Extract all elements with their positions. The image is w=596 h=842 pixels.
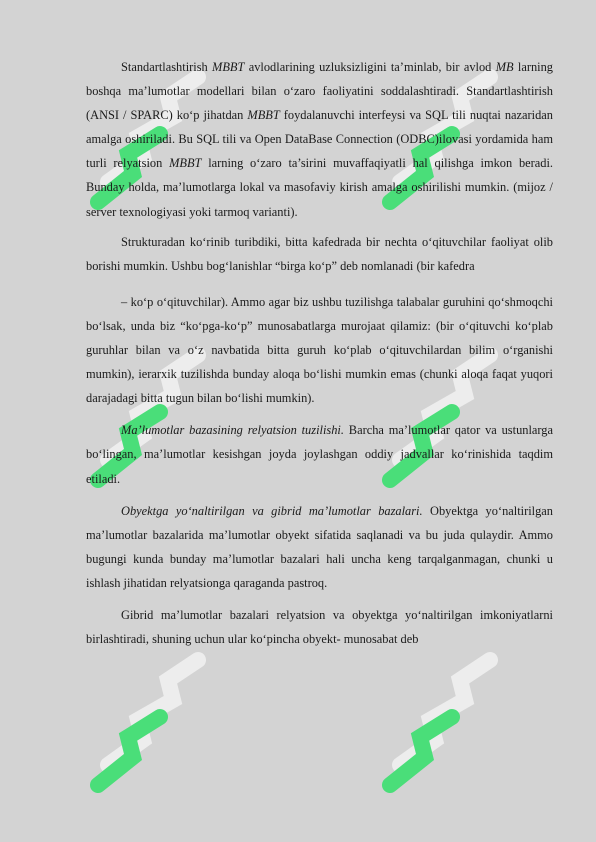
text-run: Strukturadan ko‘rinib turibdiki, bitta kafedrada bir nechta o‘qituvchilar faoliyat olib borishi mumkin. Ushbu bog‘lanishlar “birga ko‘p” deb nomlanadi (bir kafedra: [86, 234, 553, 273]
document-body: [86, 55, 553, 657]
text-run: avlodlarining uzluksizligini ta’minlab, bir avlod: [244, 60, 496, 74]
text-run-italic: MBBT: [212, 60, 245, 74]
text-run-italic: Ma’lumotlar bazasining relyatsion tuzilishi.: [121, 423, 344, 438]
paragraph-structure: [86, 230, 553, 278]
text-run-italic: MB: [495, 60, 514, 74]
watermark-logo-icon: [88, 645, 208, 795]
paragraph-standardization: [86, 55, 553, 224]
text-run: Obyektga yo‘naltirilgan ma’lumotlar bazalarida ma’lumotlar obyekt sifatida saqlanadi va bu juda qulaydir. Ammo bugungi kunda bunday ma’lumotlar bazalari hali uncha keng tarqalganmagan, chunki u ishlash jihatidan relyatsionga qaraganda pastroq.: [86, 503, 553, 590]
paragraph-object-oriented: [86, 499, 553, 595]
paragraph-relational-structure: [86, 418, 553, 490]
text-run-italic: MBBT: [169, 156, 202, 171]
text-run: larning boshqa ma’lumotlar modellari bilan o‘zaro faoliyatini soddalashtiradi. Standartlashtirish (ANSI / SPARC) ko‘p jihatdan: [86, 60, 553, 123]
text-run: Standartlashtirish: [121, 60, 213, 74]
paragraph-hybrid: [86, 603, 553, 651]
text-run: Barcha ma’lumotlar qator va ustunlarga bo‘lingan, ma’lumotlar kesishgan joyda joylashgan oddiy jadvallar ko‘rinishida taqdim etiladi.: [86, 423, 553, 486]
paragraph-many-to-many: [86, 290, 553, 410]
text-run-italic: Obyektga yo‘naltirilgan va gibrid ma’lumotlar bazalari.: [121, 503, 423, 518]
watermark-logo-icon: [380, 645, 500, 795]
text-run: larning o‘zaro ta’sirini muvaffaqiyatli hal qilishga imkon beradi. Bunday holda, ma’lumotlarga lokal va masofaviy kirish amalga oshirilishi mumkin. (mijoz / server texnologiyasi yoki tarmoq varianti).: [86, 156, 553, 219]
text-run: foydalanuvchi interfeysi va SQL tili nuqtai nazaridan amalga oshiriladi. Bu SQL tili va Open DataBase Connection (ODBC)ilovasi yordamida ham turli relyatsion: [86, 108, 554, 171]
text-run: Gibrid ma’lumotlar bazalari relyatsion va obyektga yo‘naltirilgan imkoniyatlarni birlashtiradi, shuning uchun ular ko‘pincha obyekt- munosabat deb: [86, 607, 553, 647]
text-run: – ko‘p o‘qituvchilar). Ammo agar biz ushbu tuzilishga talabalar guruhini qo‘shmoqchi bo‘lsak, unda biz “ko‘pga-ko‘p” munosabatlarga murojaat qilamiz: (bir o‘qituvchi ko‘plab guruhlar bilan va o‘z navbatida bitta guruh ko‘plab o‘qituvchilardan bilim o‘rganishi mumkin), ierarxik tuzilishda bunday aloqa bo‘lishi mumkin emas (chunki aloqa faqat yuqori darajadagi bitta tugun bilan bo‘lishi mumkin).: [86, 294, 553, 406]
text-run-italic: MBBT: [247, 108, 280, 123]
